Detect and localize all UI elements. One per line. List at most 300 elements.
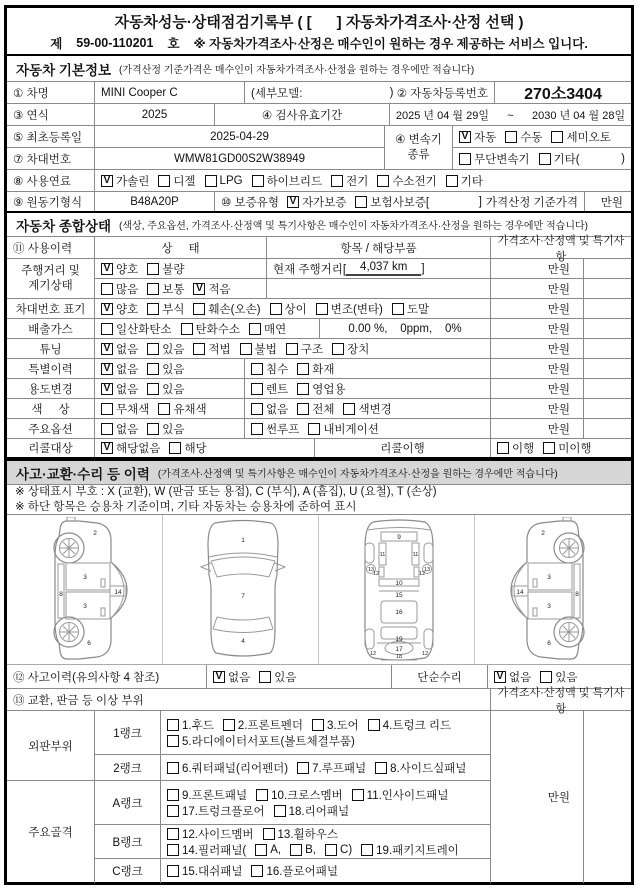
reg-number-value: 270소3404 xyxy=(524,86,602,103)
checkbox-item[interactable] xyxy=(539,151,580,167)
svg-text:12: 12 xyxy=(369,650,376,657)
checkbox-item[interactable] xyxy=(543,440,591,456)
unchecked-checkbox[interactable] xyxy=(325,844,337,856)
checkbox-item[interactable] xyxy=(147,421,184,437)
unchecked-checkbox[interactable] xyxy=(316,303,328,315)
col-price-remarks: 가격조사·산정액 및 특기사항 xyxy=(497,234,625,263)
exchange-price-header: 가격조사·산정액 및 특기사항 xyxy=(497,686,625,715)
remarks-cell xyxy=(584,319,631,338)
checkbox-item[interactable] xyxy=(101,361,138,377)
unchecked-checkbox[interactable] xyxy=(343,403,355,415)
unchecked-checkbox[interactable] xyxy=(331,175,343,187)
checkbox-item[interactable] xyxy=(497,440,534,456)
remarks-cell xyxy=(584,339,631,358)
checkbox-item[interactable] xyxy=(325,844,352,856)
checkbox-item[interactable] xyxy=(158,401,206,417)
checkbox-item[interactable] xyxy=(331,173,368,189)
unchecked-checkbox[interactable] xyxy=(352,789,364,801)
checked-checkbox[interactable]: V xyxy=(101,303,113,315)
svg-text:7: 7 xyxy=(240,592,245,600)
checkbox-item[interactable] xyxy=(352,787,449,803)
checkbox-item[interactable] xyxy=(223,717,303,733)
current-mileage-cell xyxy=(267,259,491,278)
checkbox-item[interactable] xyxy=(375,760,466,776)
checkbox-item[interactable] xyxy=(101,421,138,437)
checkbox-label: 15.대쉬패널 xyxy=(182,866,243,878)
checkbox-label: 있음 xyxy=(162,343,185,356)
checked-checkbox[interactable]: V xyxy=(101,263,113,275)
warranty-bracket-close: ] xyxy=(478,195,482,208)
unchecked-checkbox[interactable] xyxy=(361,844,373,856)
unchecked-checkbox[interactable] xyxy=(286,343,298,355)
checked-checkbox[interactable]: V xyxy=(213,671,225,683)
unchecked-checkbox[interactable] xyxy=(181,323,193,335)
rankC-label: C랭크 xyxy=(95,859,161,883)
checkbox-item[interactable] xyxy=(355,194,429,210)
checkbox-item[interactable] xyxy=(297,401,334,417)
unchecked-checkbox[interactable] xyxy=(551,131,563,143)
section2-note: (색상, 주요옵션, 가격조사·산정액 및 특기사항은 매수인이 자동차가격조사·산정을 원하는 경우에만 적습니다) xyxy=(119,221,588,232)
checkbox-label: C) xyxy=(340,843,353,856)
checkbox-label: 6.쿼터패널(리어펜더) xyxy=(182,762,289,775)
checkbox-item[interactable] xyxy=(147,361,184,377)
checkbox-label: 양호 xyxy=(116,303,139,316)
checkbox-item[interactable] xyxy=(167,803,265,819)
unchecked-checkbox[interactable] xyxy=(252,175,264,187)
checkbox-item[interactable] xyxy=(167,787,247,803)
unchecked-checkbox[interactable] xyxy=(158,175,170,187)
checked-checkbox[interactable]: V xyxy=(101,442,113,454)
remarks-cell xyxy=(584,359,631,378)
checkbox-item[interactable] xyxy=(147,261,184,277)
unchecked-checkbox[interactable] xyxy=(297,403,309,415)
checkbox-label: 전기 xyxy=(346,175,369,188)
unchecked-checkbox[interactable] xyxy=(147,423,159,435)
options-label: 주요옵션 xyxy=(7,419,95,438)
engine-type-value: B48A20P xyxy=(95,192,215,211)
svg-text:19: 19 xyxy=(394,635,403,643)
svg-text:1: 1 xyxy=(240,536,245,544)
unchecked-checkbox[interactable] xyxy=(255,844,267,856)
unchecked-checkbox[interactable] xyxy=(446,175,458,187)
rank1-items-line1 xyxy=(167,717,484,733)
checkbox-item[interactable] xyxy=(551,129,610,145)
svg-text:14: 14 xyxy=(516,588,524,596)
unchecked-checkbox[interactable] xyxy=(147,363,159,375)
checkbox-item[interactable] xyxy=(205,175,243,187)
col-item-part: 항목 / 해당부품 xyxy=(267,237,491,258)
unchecked-checkbox[interactable] xyxy=(297,363,309,375)
checkbox-item[interactable] xyxy=(343,401,391,417)
section2-title: 자동차 종합상태 xyxy=(16,218,112,234)
rankB-items-line2 xyxy=(167,842,484,858)
unchecked-checkbox[interactable] xyxy=(505,131,517,143)
checkbox-item[interactable] xyxy=(167,717,214,733)
unchecked-checkbox[interactable] xyxy=(312,719,324,731)
checkbox-item[interactable] xyxy=(249,321,286,337)
transmission-type-label: ④ 변속기 종류 xyxy=(385,126,453,169)
checkbox-label: 10.크로스멤버 xyxy=(271,789,343,802)
checkbox-item[interactable] xyxy=(459,129,496,145)
svg-text:8: 8 xyxy=(575,590,579,598)
svg-text:3: 3 xyxy=(547,573,551,581)
checkbox-item[interactable] xyxy=(308,421,379,437)
svg-text:2: 2 xyxy=(541,529,545,537)
checkbox-item[interactable] xyxy=(259,669,296,685)
checkbox-label: 있음 xyxy=(162,383,185,396)
unchecked-checkbox[interactable] xyxy=(308,423,320,435)
checkbox-item[interactable] xyxy=(147,381,184,397)
price-unit: 만원 xyxy=(491,379,584,398)
checkbox-label: 5.라디에이터서포트(볼트체결부품) xyxy=(182,735,355,748)
checkbox-item[interactable] xyxy=(251,361,288,377)
checkbox-item[interactable] xyxy=(297,361,334,377)
checkbox-item[interactable] xyxy=(251,381,288,397)
unchecked-checkbox[interactable] xyxy=(223,719,235,731)
legend-line1: ※ 상태표시 부호 : X (교환), W (판금 또는 용접), C (부식), A (흠집), U (요철), T (손상) xyxy=(15,485,437,498)
s1-row-first-reg xyxy=(7,126,385,148)
checkbox-item[interactable] xyxy=(167,842,246,858)
svg-text:12: 12 xyxy=(372,570,379,577)
emission-label: 배출가스 xyxy=(7,319,95,338)
s2-row-color xyxy=(7,399,631,419)
remarks-cell xyxy=(584,379,631,398)
checkbox-label: 변조(변타) xyxy=(330,303,383,316)
checked-checkbox[interactable]: V xyxy=(101,175,113,187)
checkbox-label: LPG xyxy=(219,174,243,187)
checkbox-item[interactable] xyxy=(251,421,299,437)
checked-checkbox[interactable]: V xyxy=(193,283,205,295)
unchecked-checkbox[interactable] xyxy=(539,153,551,165)
tuning-checks xyxy=(95,339,491,358)
checkbox-label: 수동 xyxy=(520,131,543,144)
svg-text:11: 11 xyxy=(412,551,418,558)
unchecked-checkbox[interactable] xyxy=(167,719,179,731)
checkbox-item[interactable] xyxy=(147,301,184,317)
checkbox-label: 12.사이드멤버 xyxy=(182,828,254,841)
checked-checkbox[interactable]: V xyxy=(101,383,113,395)
unchecked-checkbox[interactable] xyxy=(167,865,179,877)
car-name-label: ① 차명 xyxy=(7,82,95,103)
checkbox-item[interactable] xyxy=(332,341,369,357)
unchecked-checkbox[interactable] xyxy=(240,343,252,355)
checkbox-item[interactable] xyxy=(101,261,138,277)
rankB-label: B랭크 xyxy=(95,825,161,858)
fuel-checks xyxy=(95,170,631,191)
checkbox-label: 색변경 xyxy=(358,403,392,416)
checkbox-label: 없음 xyxy=(116,383,139,396)
checked-checkbox[interactable]: V xyxy=(101,343,113,355)
checkbox-label: 훼손(오손) xyxy=(208,303,261,316)
checkbox-item[interactable] xyxy=(540,669,577,685)
checkbox-item[interactable] xyxy=(101,401,149,417)
car-side-left-panel xyxy=(7,515,163,664)
unchecked-checkbox[interactable] xyxy=(167,789,179,801)
checkbox-item[interactable] xyxy=(251,863,338,879)
unchecked-checkbox[interactable] xyxy=(251,423,263,435)
base-price-label: 가격산정 기준가격 xyxy=(485,196,578,209)
unchecked-checkbox[interactable] xyxy=(392,303,404,315)
price-unit: 만원 xyxy=(491,259,584,278)
checkbox-item[interactable] xyxy=(377,173,436,189)
checkbox-item[interactable] xyxy=(181,321,240,337)
car-bottom-diagram xyxy=(321,517,473,663)
checkbox-item[interactable] xyxy=(446,173,483,189)
checkbox-label: 유채색 xyxy=(173,403,207,416)
unchecked-checkbox[interactable] xyxy=(167,828,179,840)
rank1-row xyxy=(95,711,491,755)
checkbox-item[interactable] xyxy=(494,669,531,685)
submodel-open: (세부모델: xyxy=(251,87,303,100)
unchecked-checkbox[interactable] xyxy=(101,423,113,435)
warranty-cell xyxy=(215,192,584,211)
col-usage-history: ⑪ 사용이력 xyxy=(7,237,95,258)
checkbox-item[interactable] xyxy=(297,381,345,397)
unchecked-checkbox[interactable] xyxy=(375,762,387,774)
checkbox-item[interactable] xyxy=(240,341,277,357)
checkbox-label: 미이행 xyxy=(558,443,592,455)
svg-text:18: 18 xyxy=(395,653,402,660)
car-side-right-diagram xyxy=(477,517,629,663)
checkbox-item[interactable] xyxy=(147,281,184,297)
svg-text:14: 14 xyxy=(113,588,122,596)
simple-repair-label: 단순수리 xyxy=(392,665,488,688)
unchecked-checkbox[interactable] xyxy=(193,343,205,355)
unchecked-checkbox[interactable] xyxy=(147,383,159,395)
special-history-label: 특별이력 xyxy=(7,359,95,378)
checkbox-item[interactable] xyxy=(147,341,184,357)
unchecked-checkbox[interactable] xyxy=(377,175,389,187)
checkbox-label: 구조 xyxy=(300,343,324,356)
rankB-items-line1 xyxy=(167,826,484,842)
unchecked-checkbox[interactable] xyxy=(256,789,268,801)
rankB-row xyxy=(95,825,491,859)
checked-checkbox[interactable]: V xyxy=(459,131,471,143)
checkbox-item[interactable] xyxy=(459,151,530,167)
checkbox-item[interactable] xyxy=(263,826,338,842)
unchecked-checkbox[interactable] xyxy=(147,343,159,355)
unchecked-checkbox[interactable] xyxy=(147,263,159,275)
checkbox-item[interactable] xyxy=(213,669,250,685)
checkbox-item[interactable] xyxy=(167,760,288,776)
checkbox-item[interactable] xyxy=(193,281,230,297)
checkbox-label: 1.후드 xyxy=(182,719,214,732)
checkbox-label: 자동 xyxy=(474,131,497,144)
svg-text:16: 16 xyxy=(394,608,403,616)
checkbox-label: 11.인사이드패널 xyxy=(366,789,449,802)
checkbox-label: 불법 xyxy=(254,343,277,356)
unchecked-checkbox[interactable] xyxy=(297,762,309,774)
checkbox-item[interactable] xyxy=(167,863,242,879)
checkbox-label: 8.사이드실패널 xyxy=(390,762,467,775)
document-title: 자동차성능·상태점검기록부 ( [ ] 자동차가격조사·산정 선택 ) xyxy=(114,13,524,31)
checkbox-item[interactable] xyxy=(392,301,429,317)
unchecked-checkbox[interactable] xyxy=(169,442,181,454)
checkbox-item[interactable] xyxy=(290,844,316,856)
usage-change-item-checks xyxy=(245,379,491,398)
svg-text:6: 6 xyxy=(547,639,551,647)
s2-row-mileage xyxy=(7,259,631,299)
rankA-items-line2 xyxy=(167,803,484,819)
unchecked-checkbox[interactable] xyxy=(540,671,552,683)
checkbox-item[interactable] xyxy=(297,760,366,776)
unchecked-checkbox[interactable] xyxy=(167,762,179,774)
unchecked-checkbox[interactable] xyxy=(332,343,344,355)
s2-row-tuning xyxy=(7,339,631,359)
unchecked-checkbox[interactable] xyxy=(355,196,367,208)
unchecked-checkbox[interactable] xyxy=(158,403,170,415)
unchecked-checkbox[interactable] xyxy=(101,323,113,335)
svg-text:17: 17 xyxy=(394,645,403,653)
checkbox-item[interactable] xyxy=(158,173,195,189)
section3-note: (가격조사·산정액 및 특기사항은 매수인이 자동차가격조사·산정을 원하는 경우에만 적습니다) xyxy=(157,469,558,480)
usage-change-checks xyxy=(95,379,245,398)
checkbox-item[interactable] xyxy=(101,341,138,357)
checkbox-label: 하이브리드 xyxy=(266,175,323,188)
first-reg-value: 2025-04-29 xyxy=(95,126,385,148)
checkbox-label: 불량 xyxy=(162,263,185,276)
checkbox-item[interactable] xyxy=(251,401,288,417)
unchecked-checkbox[interactable] xyxy=(251,403,263,415)
unchecked-checkbox[interactable] xyxy=(368,719,380,731)
unchecked-checkbox[interactable] xyxy=(290,844,302,856)
unchecked-checkbox[interactable] xyxy=(263,828,275,840)
s2-row-special-history xyxy=(7,359,631,379)
svg-text:10: 10 xyxy=(394,579,403,587)
price-unit: 만원 xyxy=(491,319,584,338)
price-unit: 만원 xyxy=(491,359,584,378)
checkbox-item[interactable] xyxy=(255,844,281,856)
doc-number: 59-00-110201 xyxy=(76,35,154,50)
section3-title: 사고·교환·수리 등 이력 xyxy=(16,466,150,482)
checked-checkbox[interactable]: V xyxy=(101,363,113,375)
unchecked-checkbox[interactable] xyxy=(167,735,179,747)
special-history-checks xyxy=(95,359,245,378)
checkbox-item[interactable] xyxy=(101,173,149,189)
unchecked-checkbox[interactable] xyxy=(543,442,555,454)
checkbox-label: 부식 xyxy=(162,303,185,316)
checkbox-item[interactable] xyxy=(505,129,542,145)
checkbox-label: 해당없음 xyxy=(116,443,161,455)
checkbox-label: 없음 xyxy=(116,343,139,356)
checkbox-label: 적법 xyxy=(208,343,231,356)
unchecked-checkbox[interactable] xyxy=(147,283,159,295)
checkbox-item[interactable] xyxy=(312,717,359,733)
options-checks xyxy=(95,419,245,438)
transmission-checks-row1 xyxy=(453,126,631,148)
checkbox-item[interactable] xyxy=(193,301,260,317)
unchecked-checkbox[interactable] xyxy=(167,805,179,817)
s1-row-fuel xyxy=(7,170,631,192)
unchecked-checkbox[interactable] xyxy=(251,865,263,877)
checked-checkbox[interactable]: V xyxy=(287,196,299,208)
s1-row-car-name xyxy=(7,82,631,104)
checkbox-label: 해당 xyxy=(184,443,207,455)
unchecked-checkbox[interactable] xyxy=(147,303,159,315)
checkbox-item[interactable] xyxy=(361,842,459,858)
section3-header xyxy=(7,459,631,485)
checkbox-label: 전체 xyxy=(312,403,335,416)
checkbox-item[interactable] xyxy=(274,803,349,819)
accident-history-label: ⑫ 사고이력(유의사항 4 참조) xyxy=(7,665,207,688)
checkbox-label: 없음 xyxy=(116,363,139,376)
rank-remarks-cell xyxy=(584,711,631,883)
unchecked-checkbox[interactable] xyxy=(251,383,263,395)
svg-text:15: 15 xyxy=(394,591,403,599)
s3-row-exchange-header xyxy=(7,686,631,715)
usage-change-label: 용도변경 xyxy=(7,379,95,398)
doc-no-suffix: 호 xyxy=(167,36,180,51)
unchecked-checkbox[interactable] xyxy=(259,671,271,683)
unchecked-checkbox[interactable] xyxy=(459,153,471,165)
checkbox-item[interactable] xyxy=(368,717,451,733)
unchecked-checkbox[interactable] xyxy=(205,175,217,187)
exchange-section-label: ⑬ 교환, 판금 등 이상 부위 xyxy=(7,689,491,710)
unchecked-checkbox[interactable] xyxy=(297,383,309,395)
recall-performed-label: 리콜이행 xyxy=(315,439,491,457)
checkbox-item[interactable] xyxy=(287,194,346,210)
s2-column-headers xyxy=(7,234,631,263)
checkbox-label: 2.프론트펜더 xyxy=(237,719,303,732)
checkbox-item[interactable] xyxy=(167,733,355,749)
remarks-cell xyxy=(584,399,631,418)
checkbox-item[interactable] xyxy=(256,787,343,803)
first-reg-label: ⑤ 최초등록일 xyxy=(7,126,95,148)
unchecked-checkbox[interactable] xyxy=(251,363,263,375)
checkbox-item[interactable] xyxy=(101,381,138,397)
checkbox-label: 자가보증 xyxy=(301,196,347,209)
checkbox-label: 13.휠하우스 xyxy=(277,828,338,841)
checked-checkbox[interactable]: V xyxy=(494,671,506,683)
checkbox-label: 있음 xyxy=(274,671,297,684)
unchecked-checkbox[interactable] xyxy=(249,323,261,335)
s2-row-vin-marking xyxy=(7,299,631,319)
checkbox-item[interactable] xyxy=(101,301,138,317)
unchecked-checkbox[interactable] xyxy=(497,442,509,454)
checkbox-item[interactable] xyxy=(316,301,383,317)
unchecked-checkbox[interactable] xyxy=(101,283,113,295)
checkbox-item[interactable] xyxy=(101,281,138,297)
checkbox-label: 18.리어패널 xyxy=(288,805,350,818)
unchecked-checkbox[interactable] xyxy=(193,303,205,315)
rankC-row xyxy=(95,859,491,883)
checkbox-item[interactable] xyxy=(101,321,172,337)
checkbox-label: 14.필러패널( xyxy=(182,844,247,857)
group-outer-panel-label: 외판부위 xyxy=(7,711,95,781)
s1-rows-regdate-vin xyxy=(7,126,631,170)
unchecked-checkbox[interactable] xyxy=(167,844,179,856)
checkbox-label: 장치 xyxy=(347,343,370,356)
price-unit: 만원 xyxy=(491,419,584,438)
checkbox-item[interactable] xyxy=(286,341,323,357)
recall-checks xyxy=(95,439,315,457)
checkbox-item[interactable] xyxy=(252,173,323,189)
checkbox-item[interactable] xyxy=(101,440,160,456)
checkbox-item[interactable] xyxy=(270,301,307,317)
rankA-items-line1 xyxy=(167,787,484,803)
unchecked-checkbox[interactable] xyxy=(101,403,113,415)
unchecked-checkbox[interactable] xyxy=(270,303,282,315)
rank-price-unit: 만원 xyxy=(491,711,584,883)
checkbox-item[interactable] xyxy=(167,826,254,842)
s1-row-vin xyxy=(7,148,385,169)
unchecked-checkbox[interactable] xyxy=(274,805,286,817)
checkbox-label: 기타 xyxy=(460,175,483,188)
price-unit: 만원 xyxy=(491,339,584,358)
rank-price-column xyxy=(491,711,631,883)
checkbox-item[interactable] xyxy=(193,341,230,357)
checkbox-item[interactable] xyxy=(169,440,206,456)
